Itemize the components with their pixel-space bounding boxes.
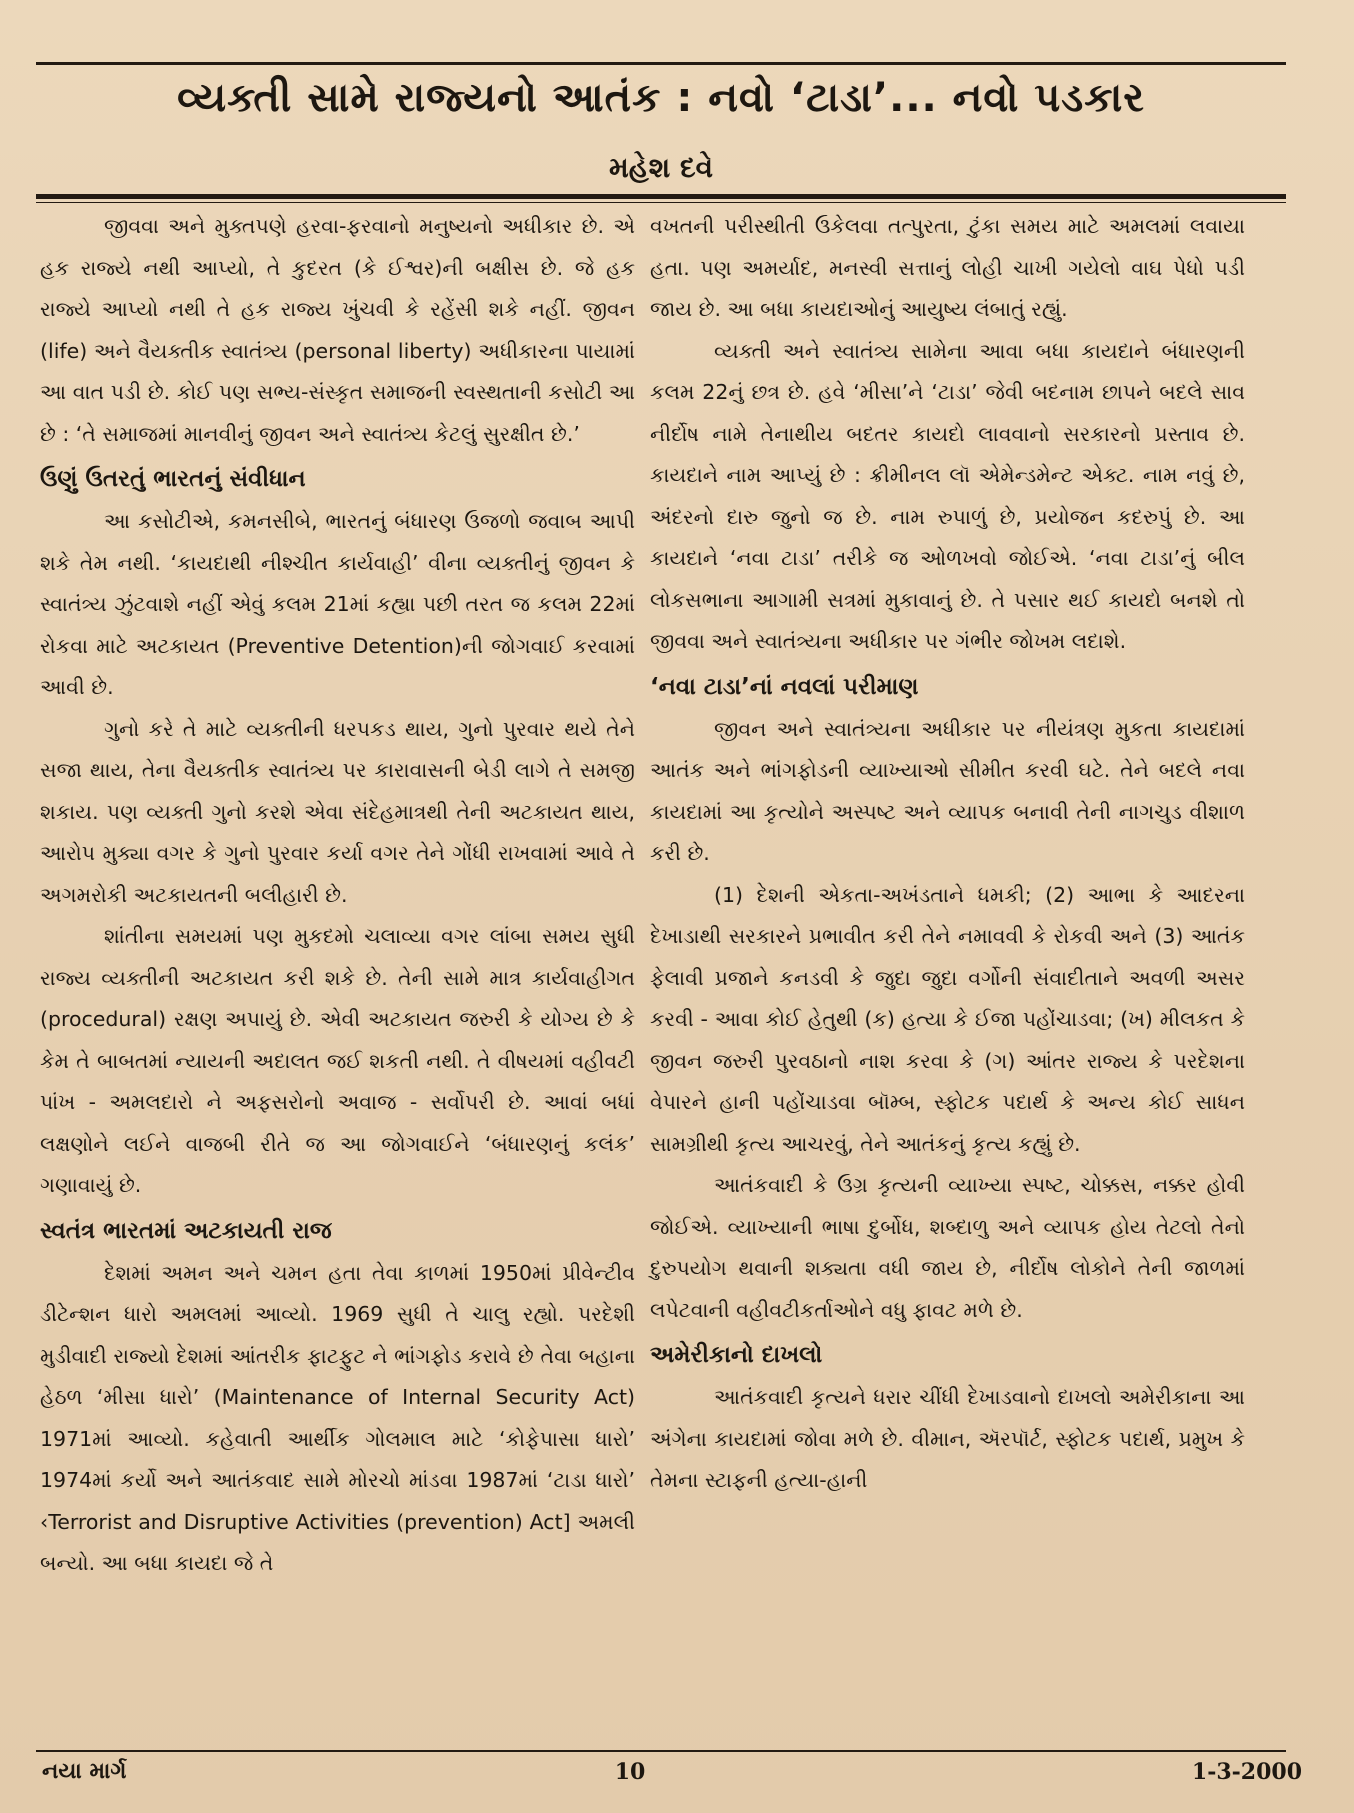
paragraph: આતંકવાદી કૃત્યને ધરાર ચીંધી દેખાડવાનો દાખલો અમેરીકાના આ અંગેના કાયદામાં જોવા મળે છે. વીમાન, ઍરપૉર્ટ, સ્ફોટક પદાર્થ, પ્રમુખ કે તેમના સ્ટાફની હત્યા-હાની bbox=[650, 1385, 1245, 1492]
footer-rule bbox=[36, 1750, 1286, 1752]
section-heading: ઉણું ઉતરતું ભારતનું સંવીધાન bbox=[40, 466, 306, 492]
issue-date: 1-3-2000 bbox=[1191, 1759, 1302, 1785]
section-heading: ‘નવા ટાડા’નાં નવલાં પરીમાણ bbox=[650, 673, 919, 700]
publication-name: નયા માર્ગ bbox=[42, 1759, 127, 1784]
author-byline: મહેશ દવે bbox=[608, 151, 714, 184]
paragraph: વખતની પરીસ્થીતી ઉકેલવા તત્પુરતા, ટુંકા સમય માટે અમલમાં લવાયા હતા. પણ અમર્યાદ, મનસ્વી સત્તાનું લોહી ચાખી ગયેલો વાઘ પેધો પડી જાય છે. આ બધા કાયદાઓનું આયુષ્ય લંબાતું રહ્યું. bbox=[650, 214, 1245, 321]
header-rule-thick bbox=[36, 194, 1286, 199]
section-heading: અમેરીકાનો દાખલો bbox=[650, 1342, 823, 1368]
paragraph: આ કસોટીએ, કમનસીબે, ભારતનું બંધારણ ઉજળો જવાબ આપી શકે તેમ નથી. ‘કાયદાથી નીશ્ચીત કાર્યવાહી’ વીના વ્યક્તીનું જીવન કે સ્વાતંત્ર્ય ઝુંટવાશે નહીં એવું કલમ 21માં કહ્યા પછી તરત જ કલમ 22માં રોકવા માટે અટકાયત (Preventive Detention)ની જોગવાઈ કરવામાં આવી છે. bbox=[40, 509, 635, 699]
paragraph: વ્યક્તી અને સ્વાતંત્ર્ય સામેના આવા બધા કાયદાને બંધારણની કલમ 22નું છત્ર છે. હવે ‘મીસા’ને ‘ટાડા’ જેવી બદનામ છાપને બદલે સાવ નીર્દોષ નામે તેનાથીય બદતર કાયદો લાવવાનો સરકારનો પ્રસ્તાવ છે. કાયદાને નામ આપ્યું છે : ક્રીમીનલ લૉ એમેન્ડમેન્ટ એક્ટ. નામ નવું છે, અંદરનો દારુ જુનો જ છે. નામ રુપાળું છે, પ્રયોજન કદરુપું છે. આ કાયદાને ‘નવા ટાડા’ તરીકે જ ઓળખવો જોઈએ. ‘નવા ટાડા’નું બીલ લોકસભાના આગામી સત્રમાં મુકાવાનું છે. તે પસાર થઈ કાયદો બનશે તો જીવવા અને સ્વાતંત્ર્યના અધીકાર પર ગંભીર જોખમ લદાશે. bbox=[650, 338, 1245, 653]
paragraph: (1) દેશની એકતા-અખંડતાને ધમકી; (2) આભા કે આદરના દેખાડાથી સરકારને પ્રભાવીત કરી તેને નમાવવી કે રોકવી અને (3) આતંક ફેલાવી પ્રજાને કનડવી કે જુદા જુદા વર્ગોની સંવાદીતાને અવળી અસર કરવી - આવા કોઈ હેતુથી (ક) હત્યા કે ઈજા પહોંચાડવા; (ખ) મીલકત કે જીવન જરુરી પુરવઠાનો નાશ કરવા કે (ગ) આંતર રાજ્ય કે પરદેશના વેપારને હાની પહોંચાડવા બૉમ્બ, સ્ફોટક પદાર્થ કે અન્ય કોઈ સાધન સામગ્રીથી કૃત્ય આચરવું, તેને આતંકનું કૃત્ય કહ્યું છે. bbox=[650, 882, 1245, 1156]
paragraph: આતંકવાદી કે ઉગ્ર કૃત્યની વ્યાખ્યા સ્પષ્ટ, ચોક્કસ, નક્કર હોવી જોઈએ. વ્યાખ્યાની ભાષા દુર્બોધ, શબ્દાળુ અને વ્યાપક હોય તેટલો તેનો દુરુપયોગ થવાની શક્યતા વધી જાય છે, નીર્દોષ લોકોને તેની જાળમાં લપેટવાની વહીવટીકર્તાઓને વધુ ફાવટ મળે છે. bbox=[650, 1173, 1245, 1322]
left-column bbox=[40, 206, 635, 1585]
paragraph: જીવવા અને મુક્તપણે હરવા-ફરવાનો મનુષ્યનો અધીકાર છે. એ હક રાજ્યે નથી આપ્યો, તે કુદરત (કે ઈશ્વર)ની બક્ષીસ છે. જે હક રાજ્યે આપ્યો નથી તે હક રાજ્ય ખુંચવી કે રહેંસી શકે નહીં. જીવન (life) અને વૈયક્તીક સ્વાતંત્ર્ય (personal liberty) અધીકારના પાયામાં આ વાત પડી છે. કોઈ પણ સભ્ય-સંસ્કૃત સમાજની સ્વસ્થતાની કસોટી આ છે : ‘તે સમાજમાં માનવીનું જીવન અને સ્વાતંત્ર્ય કેટલું સુરક્ષીત છે.’ bbox=[40, 214, 635, 446]
paragraph: ગુનો કરે તે માટે વ્યક્તીની ધરપકડ થાય, ગુનો પુરવાર થયે તેને સજા થાય, તેના વૈયક્તીક સ્વાતંત્ર્ય પર કારાવાસની બેડી લાગે તે સમજી શકાય. પણ વ્યક્તી ગુનો કરશે એવા સંદેહમાત્રથી તેની અટકાયત થાય, આરોપ મુક્યા વગર કે ગુનો પુરવાર કર્યા વગર તેને ગોંધી રાખવામાં આવે તે અગમરોકી અટકાયતની બલીહારી છે. bbox=[40, 716, 635, 907]
top-rule bbox=[36, 62, 1286, 65]
page-number: 10 bbox=[614, 1759, 646, 1785]
header-rule-thin bbox=[36, 202, 1286, 203]
paragraph: દેશમાં અમન અને ચમન હતા તેવા કાળમાં 1950માં પ્રીવેન્ટીવ ડીટેન્શન ધારો અમલમાં આવ્યો. 1969 સુધી તે ચાલુ રહ્યો. પરદેશી મુડીવાદી રાજ્યો દેશમાં આંતરીક ફાટફુટ ને ભાંગફોડ કરાવે છે તેવા બહાના હેઠળ ‘મીસા ધારો’ (Maintenance of Internal Security Act) 1971માં આવ્યો. કહેવાતી આર્થીક ગોલમાલ માટે ‘કોફેપાસા ધારો’ 1974માં કર્યો અને આતંકવાદ સામે મોરચો માંડવા 1987માં ‘ટાડા ધારો’ ‹Terrorist and Disruptive Activities (prevention) Act] અમલી બન્યો. આ બધા કાયદા જે તે bbox=[40, 1260, 635, 1575]
article-headline: વ્યક્તી સામે રાજ્યનો આતંક : નવો ‘ટાડા’... નવો પડકાર bbox=[177, 75, 1145, 121]
paragraph: શાંતીના સમયમાં પણ મુકદમો ચલાવ્યા વગર લાંબા સમય સુધી રાજ્ય વ્યક્તીની અટકાયત કરી શકે છે. તેની સામે માત્ર કાર્યવાહીગત (procedural) રક્ષણ અપાયું છે. એવી અટકાયત જરુરી કે યોગ્ય છે કે કેમ તે બાબતમાં ન્યાયની અદાલત જઈ શકતી નથી. તે વીષયમાં વહીવટી પાંખ - અમલદારો ને અફસરોનો અવાજ - સર્વોપરી છે. આવાં બધાં લક્ષણોને લઈને વાજબી રીતે જ આ જોગવાઈને ‘બંધારણનું કલંક’ ગણાવાયું છે. bbox=[40, 924, 635, 1197]
paragraph: જીવન અને સ્વાતંત્ર્યના અધીકાર પર નીયંત્રણ મુકતા કાયદામાં આતંક અને ભાંગફોડની વ્યાખ્યાઓ સીમીત કરવી ઘટે. તેને બદલે નવા કાયદામાં આ કૃત્યોને અસ્પષ્ટ અને વ્યાપક બનાવી તેની નાગચુડ વીશાળ કરી છે. bbox=[650, 716, 1245, 865]
section-heading: સ્વતંત્ર ભારતમાં અટકાયતી રાજ bbox=[40, 1217, 332, 1244]
right-column bbox=[650, 206, 1245, 1502]
